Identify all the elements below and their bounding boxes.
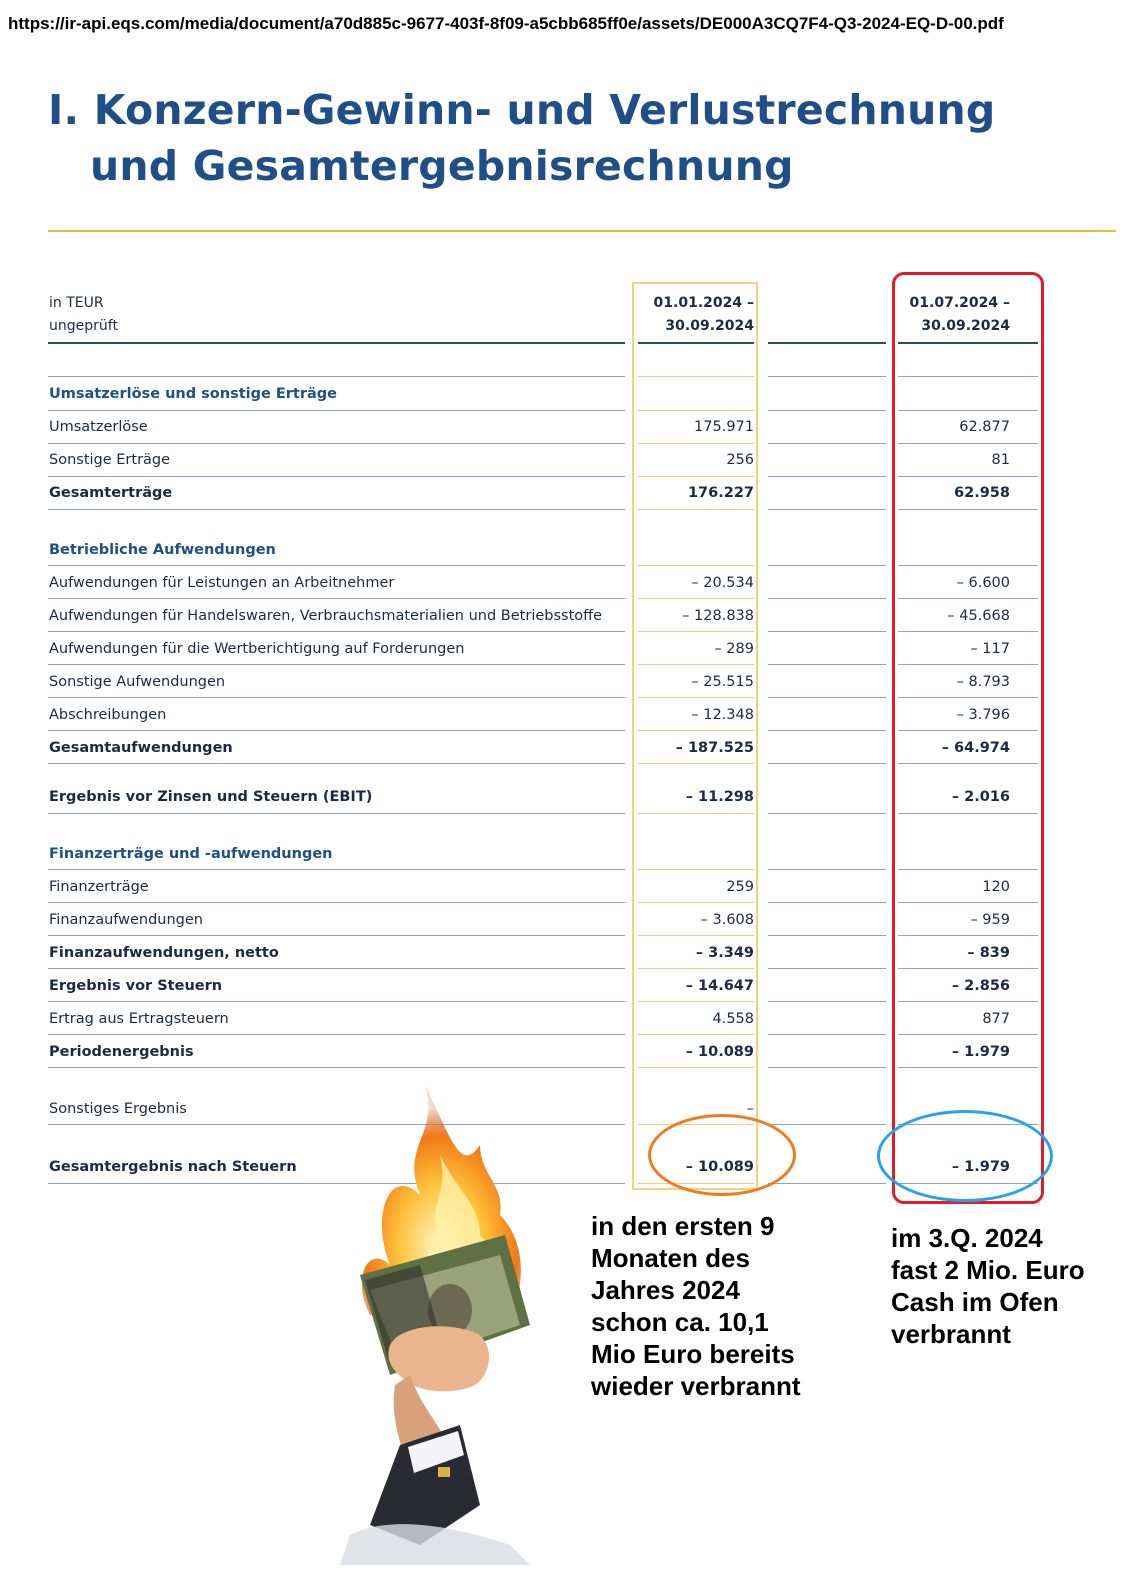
row-divider bbox=[48, 730, 625, 731]
value-q3: – 117 bbox=[970, 641, 1010, 657]
unit-label: in TEUR bbox=[49, 295, 104, 311]
value-q3: 877 bbox=[982, 1011, 1010, 1027]
row-label: Aufwendungen für die Wertberichtigung auf Forderungen bbox=[49, 641, 465, 657]
row-divider bbox=[768, 730, 886, 731]
col2-header-line2: 30.09.2024 bbox=[921, 318, 1010, 334]
audit-label: ungeprüft bbox=[49, 318, 118, 334]
row-divider bbox=[48, 697, 625, 698]
row-divider bbox=[768, 443, 886, 444]
annotation-9m: in den ersten 9 Monaten des Jahres 2024 schon ca. 10,1 Mio Euro bereits wieder verbrannt bbox=[591, 1211, 801, 1401]
col1-header-line2: 30.09.2024 bbox=[665, 318, 754, 334]
row-divider bbox=[768, 1183, 886, 1184]
value-q3: – 839 bbox=[967, 945, 1010, 961]
row-label: Ergebnis vor Steuern bbox=[49, 978, 223, 994]
value-q3: 120 bbox=[982, 879, 1010, 895]
row-divider bbox=[48, 869, 625, 870]
title-line-1: I. Konzern-Gewinn- und Verlustrechnung bbox=[48, 86, 996, 134]
burning-money-illustration bbox=[330, 1075, 560, 1565]
row-divider bbox=[768, 1067, 886, 1068]
row-label: Sonstige Aufwendungen bbox=[49, 674, 226, 690]
value-q3: – 3.796 bbox=[956, 707, 1010, 723]
table-header-unit bbox=[49, 292, 118, 338]
row-divider bbox=[48, 968, 625, 969]
value-9m: – 10.089 bbox=[685, 1044, 754, 1060]
annotation-q3: im 3.Q. 2024 fast 2 Mio. Euro Cash im Ofen verbrannt bbox=[891, 1223, 1085, 1349]
row-label: Finanzaufwendungen, netto bbox=[49, 945, 279, 961]
row-label: Ertrag aus Ertragsteuern bbox=[49, 1011, 229, 1027]
row-label: Gesamtergebnis nach Steuern bbox=[49, 1159, 297, 1175]
value-9m: 4.558 bbox=[712, 1011, 754, 1027]
row-divider bbox=[768, 410, 886, 411]
value-q3: 62.877 bbox=[959, 419, 1010, 435]
value-9m: – 11.298 bbox=[685, 789, 754, 805]
row-divider bbox=[768, 763, 886, 764]
value-9m: – 14.647 bbox=[685, 978, 754, 994]
row-divider bbox=[48, 598, 625, 599]
row-divider bbox=[768, 697, 886, 698]
row-divider bbox=[48, 813, 625, 814]
row-divider bbox=[768, 813, 886, 814]
value-q3: – 2.016 bbox=[951, 789, 1010, 805]
row-divider bbox=[48, 565, 625, 566]
header-underline bbox=[48, 342, 625, 344]
source-url: https://ir-api.eqs.com/media/document/a70d885c-9677-403f-8f09-a5cbb685ff0e/assets/DE000A3CQ7F4-Q3-2024-EQ-D-00.pdf bbox=[8, 14, 1004, 33]
row-label: Umsatzerlöse und sonstige Erträge bbox=[49, 386, 338, 402]
value-9m: 256 bbox=[726, 452, 754, 468]
row-divider bbox=[48, 376, 625, 377]
value-9m: – 128.838 bbox=[682, 608, 754, 624]
row-divider bbox=[48, 935, 625, 936]
row-divider bbox=[48, 476, 625, 477]
value-q3: 62.958 bbox=[954, 485, 1010, 501]
value-q3: – 1.979 bbox=[951, 1044, 1010, 1060]
row-label: Aufwendungen für Leistungen an Arbeitnehmer bbox=[49, 575, 395, 591]
value-9m: – bbox=[746, 1101, 754, 1117]
row-label: Sonstiges Ergebnis bbox=[49, 1101, 187, 1117]
row-label: Ergebnis vor Zinsen und Steuern (EBIT) bbox=[49, 789, 373, 805]
value-9m: – 187.525 bbox=[675, 740, 754, 756]
torn-paper-icon bbox=[340, 1524, 530, 1565]
row-divider bbox=[768, 664, 886, 665]
value-q3: – 959 bbox=[970, 912, 1010, 928]
row-label: Aufwendungen für Handelswaren, Verbrauchsmaterialien und Betriebsstoffe bbox=[49, 608, 603, 624]
row-divider bbox=[768, 598, 886, 599]
row-divider bbox=[768, 509, 886, 510]
row-divider bbox=[768, 565, 886, 566]
row-label: Finanzerträge bbox=[49, 879, 149, 895]
row-divider bbox=[768, 1124, 886, 1125]
value-9m: 259 bbox=[726, 879, 754, 895]
row-divider bbox=[768, 1034, 886, 1035]
highlight-9m-column bbox=[632, 282, 758, 1190]
value-9m: – 289 bbox=[714, 641, 754, 657]
value-9m: – 25.515 bbox=[691, 674, 754, 690]
value-q3: – 1.979 bbox=[951, 1159, 1010, 1175]
row-divider bbox=[48, 763, 625, 764]
value-9m: – 3.608 bbox=[700, 912, 754, 928]
col2-header-line1: 01.07.2024 – bbox=[909, 295, 1010, 311]
row-divider bbox=[768, 902, 886, 903]
value-q3: – 2.856 bbox=[951, 978, 1010, 994]
row-divider bbox=[768, 1001, 886, 1002]
value-q3: 81 bbox=[991, 452, 1010, 468]
row-divider bbox=[48, 509, 625, 510]
circle-q3-total bbox=[877, 1110, 1053, 1202]
value-9m: 176.227 bbox=[687, 485, 754, 501]
highlight-q3-column bbox=[892, 272, 1044, 1204]
row-label: Gesamterträge bbox=[49, 485, 173, 501]
row-label: Sonstige Erträge bbox=[49, 452, 171, 468]
row-divider bbox=[768, 935, 886, 936]
row-label: Finanzerträge und -aufwendungen bbox=[49, 846, 333, 862]
orange-divider bbox=[48, 230, 1116, 232]
value-q3: – 64.974 bbox=[941, 740, 1010, 756]
row-divider bbox=[48, 410, 625, 411]
circle-9m-total bbox=[648, 1114, 796, 1196]
row-label: Finanzaufwendungen bbox=[49, 912, 203, 928]
row-label: Periodenergebnis bbox=[49, 1044, 194, 1060]
row-divider bbox=[768, 631, 886, 632]
value-9m: – 3.349 bbox=[695, 945, 754, 961]
row-divider bbox=[768, 869, 886, 870]
value-9m: 175.971 bbox=[694, 419, 754, 435]
row-divider bbox=[48, 902, 625, 903]
value-9m: – 12.348 bbox=[691, 707, 754, 723]
value-9m: – 10.089 bbox=[685, 1159, 754, 1175]
col1-header-line1: 01.01.2024 – bbox=[653, 295, 754, 311]
row-divider bbox=[48, 631, 625, 632]
row-divider bbox=[768, 968, 886, 969]
row-divider bbox=[48, 1001, 625, 1002]
row-label: Betriebliche Aufwendungen bbox=[49, 542, 276, 558]
row-label: Abschreibungen bbox=[49, 707, 167, 723]
row-label: Umsatzerlöse bbox=[49, 419, 148, 435]
value-q3: – 45.668 bbox=[947, 608, 1010, 624]
header-underline bbox=[768, 342, 886, 344]
row-label: Gesamtaufwendungen bbox=[49, 740, 233, 756]
value-q3: – 8.793 bbox=[956, 674, 1010, 690]
row-divider bbox=[48, 1034, 625, 1035]
value-9m: – 20.534 bbox=[691, 575, 754, 591]
row-divider bbox=[48, 1067, 625, 1068]
value-q3: – 6.600 bbox=[956, 575, 1010, 591]
row-divider bbox=[48, 443, 625, 444]
row-divider bbox=[768, 376, 886, 377]
row-divider bbox=[768, 476, 886, 477]
title-line-2: und Gesamtergebnisrechnung bbox=[90, 142, 794, 190]
page-title bbox=[48, 82, 995, 194]
row-divider bbox=[48, 664, 625, 665]
